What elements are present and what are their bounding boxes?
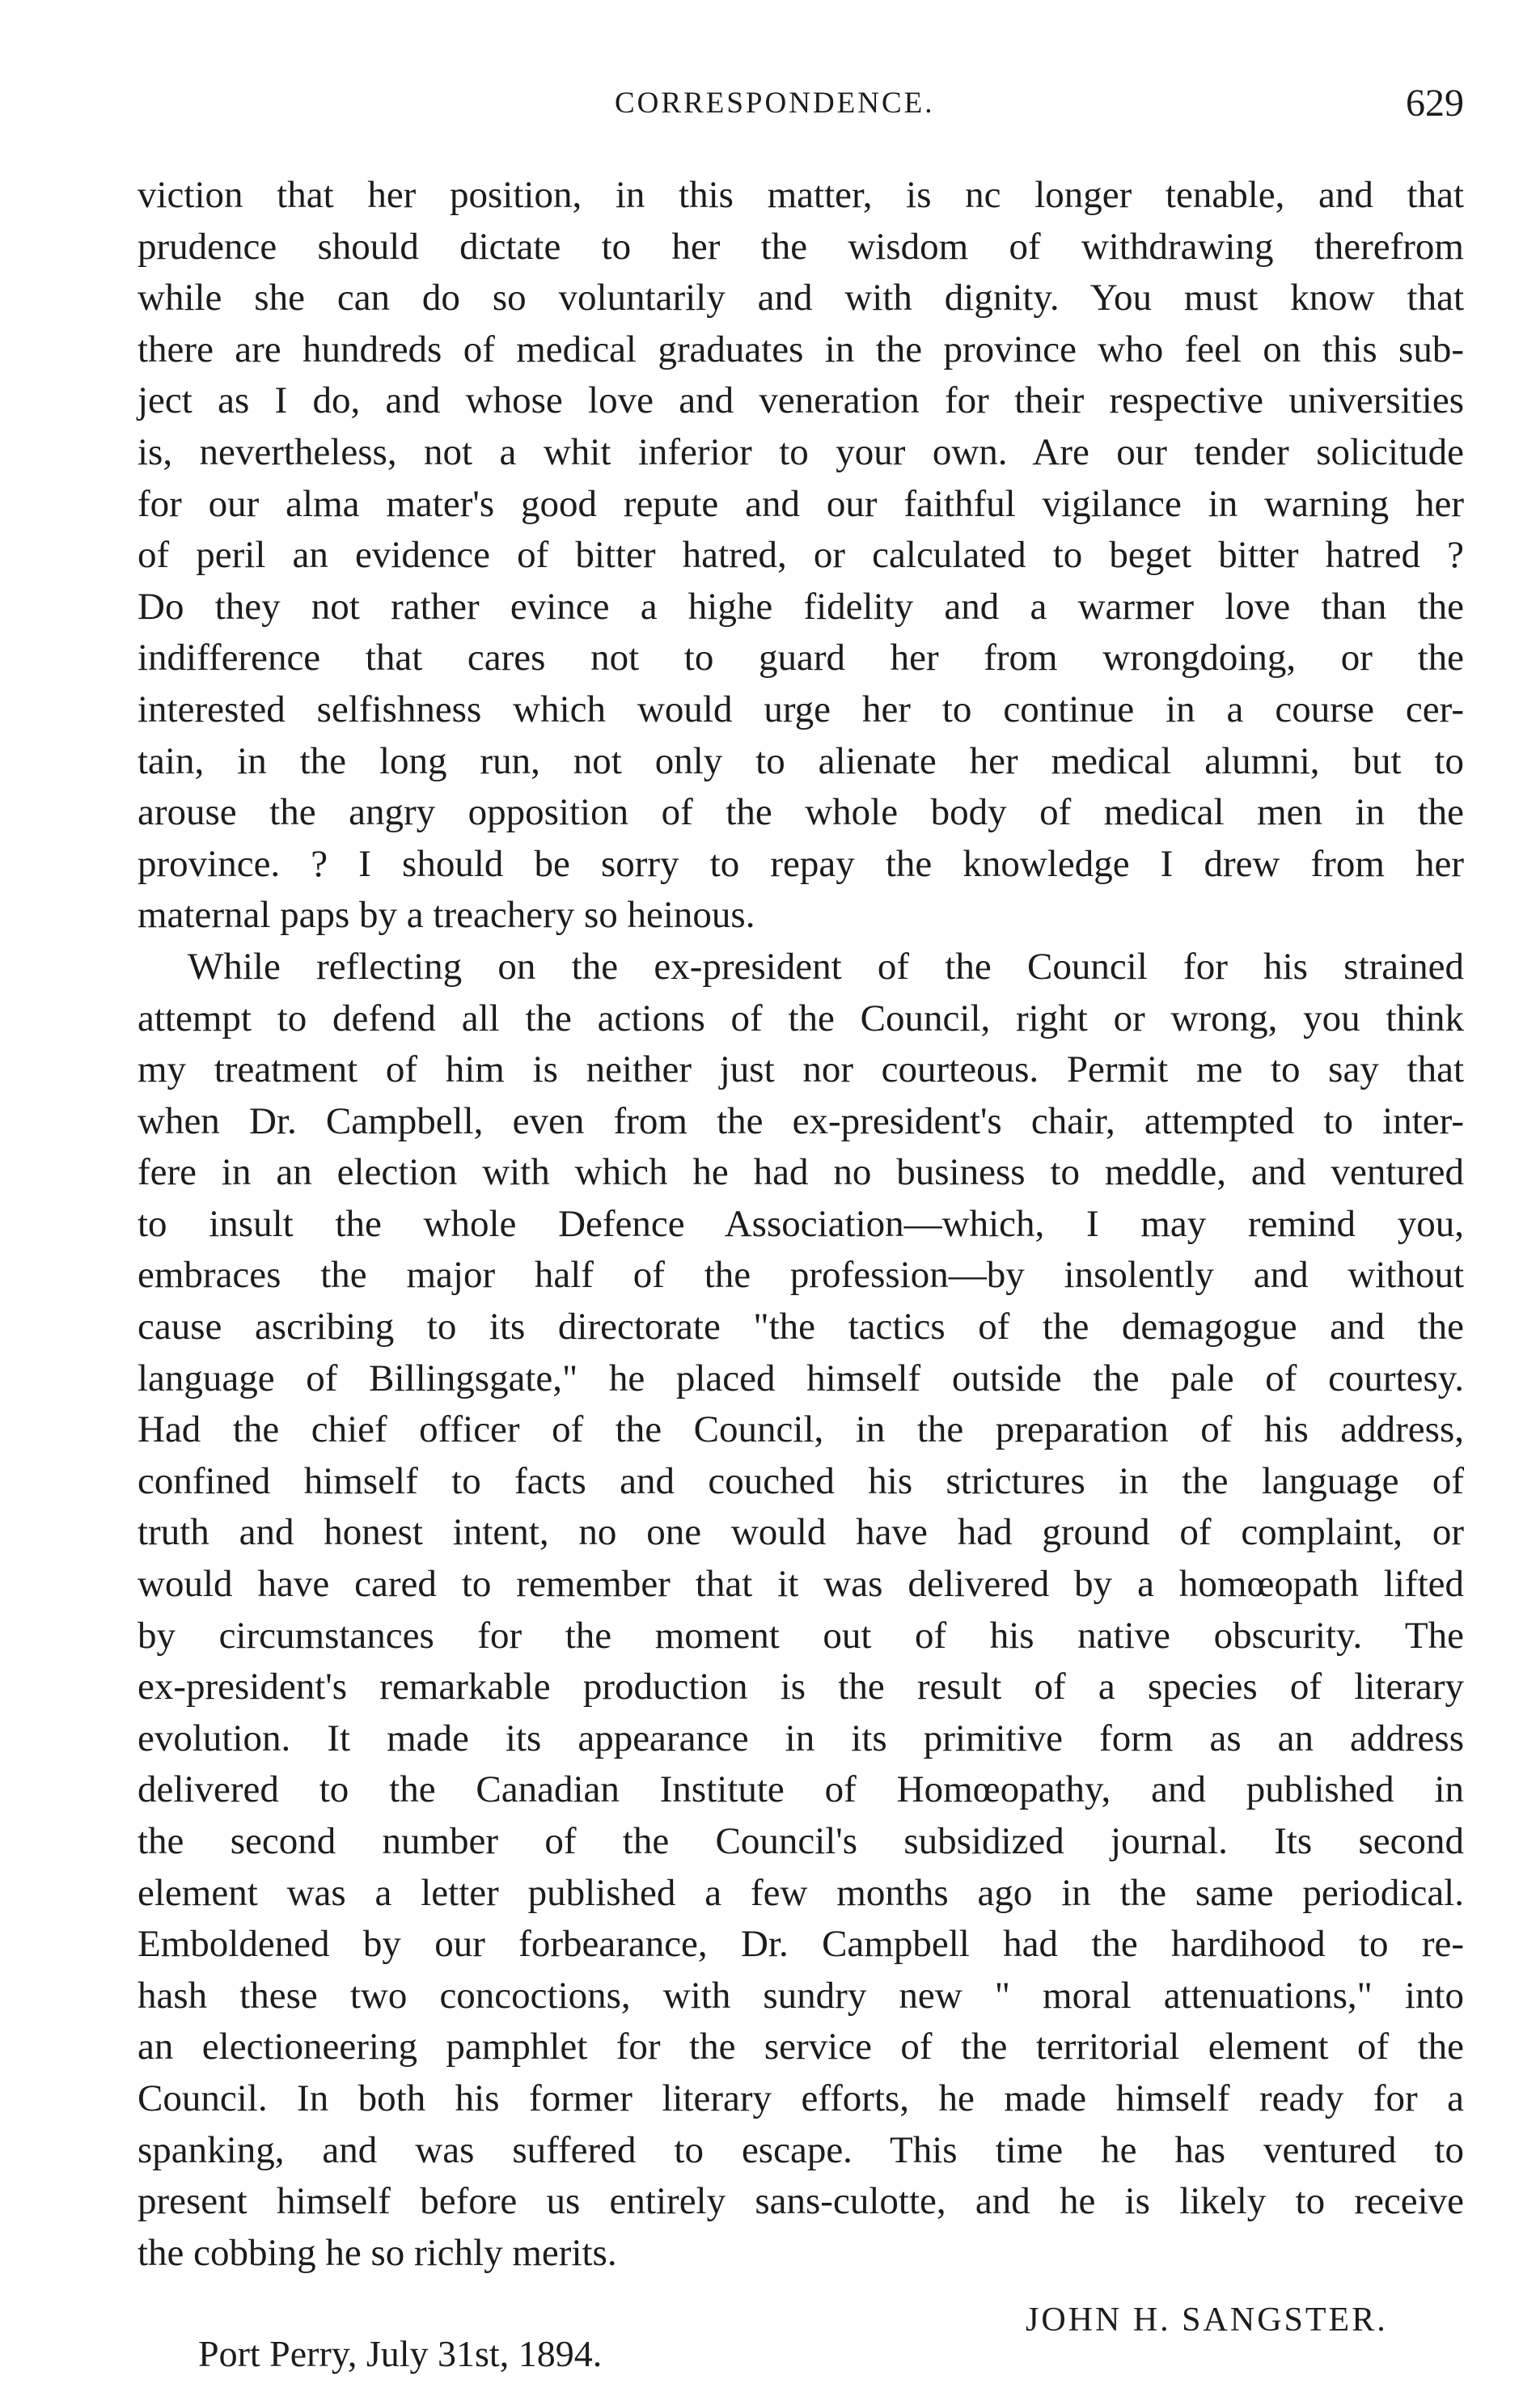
text-line: indifference that cares not to guard her from wrongdoing, or the [138,637,1464,680]
text-line: while she can do so voluntarily and with dignity. You must know that [138,277,1464,320]
text-line: prudence should dictate to her the wisdom of withdrawing therefrom [138,225,1464,268]
text-line: there are hundreds of medical graduates in the province who feel on this sub- [138,328,1464,370]
text-line: when Dr. Campbell, even from the ex-president's chair, attempted to inter- [138,1099,1464,1142]
text-line: confined himself to facts and couched his strictures in the language of [138,1459,1464,1502]
text-line: is, nevertheless, not a whit inferior to your own. Are our tender solicitude [138,430,1464,473]
running-head [138,79,1464,128]
text-line: spanking, and was suffered to escape. This time he has ventured to [138,2128,1464,2171]
signature: JOHN H. SANGSTER. [1026,2301,1388,2339]
text-line: Had the chief officer of the Council, in the preparation of his address, [138,1408,1464,1451]
text-line: delivered to the Canadian Institute of Homœopathy, and published in [138,1768,1464,1811]
text-line: evolution. It made its appearance in its primitive form as an address [138,1717,1464,1759]
text-line: Council. In both his former literary efforts, he made himself ready for a [138,2077,1464,2119]
text-line: an electioneering pamphlet for the service of the territorial element of the [138,2026,1464,2068]
text-line: tain, in the long run, not only to alienate her medical alumni, but to [138,739,1464,782]
letter-body [138,170,1464,2279]
text-line: ject as I do, and whose love and veneration for their respective universities [138,379,1464,422]
text-line: ex-president's remarkable production is the result of a species of literary [138,1666,1464,1708]
text-line: by circumstances for the moment out of his native obscurity. The [138,1614,1464,1657]
text-line: interested selfishness which would urge her to continue in a course cer- [138,688,1464,730]
page-number: 629 [1406,82,1464,125]
text-line: truth and honest intent, no one would have had ground of complaint, or [138,1511,1464,1554]
text-line: viction that her position, in this matter, is nc longer tenable, and that [138,174,1464,216]
text-line: element was a letter published a few months ago in the same periodical. [138,1871,1464,1914]
text-line: While reflecting on the ex-president of the Council for his strained [188,945,1464,988]
text-line: present himself before us entirely sans-culotte, and he is likely to receive [138,2180,1464,2223]
text-line: language of Billingsgate," he placed himself outside the pale of courtesy. [138,1357,1464,1399]
text-line: Emboldened by our forbearance, Dr. Campbell had the hardihood to re- [138,1923,1464,1966]
paragraph-2 [138,942,1464,2279]
text-line: for our alma mater's good repute and our faithful vigilance in warning her [138,482,1464,525]
running-head-title: CORRESPONDENCE. [615,87,935,120]
dateline: Port Perry, July 31st, 1894. [198,2333,603,2374]
text-line: province. ? I should be sorry to repay the knowledge I drew from her [138,842,1464,885]
text-line: fere in an election with which he had no business to meddle, and ventured [138,1151,1464,1194]
text-line: the second number of the Council's subsidized journal. Its second [138,1820,1464,1862]
text-line: the cobbing he so richly merits. [138,2231,617,2274]
text-line: my treatment of him is neither just nor courteous. Permit me to say that [138,1048,1464,1091]
text-line: would have cared to remember that it was delivered by a homœopath lifted [138,1563,1464,1606]
text-line: of peril an evidence of bitter hatred, or calculated to beget bitter hatred ? [138,534,1464,577]
text-line: cause ascribing to its directorate "the tactics of the demagogue and the [138,1306,1464,1349]
text-line: Do they not rather evince a highe fidelity and a warmer love than the [138,585,1464,628]
text-line: embraces the major half of the profession—by insolently and without [138,1254,1464,1297]
text-line: attempt to defend all the actions of the Council, right or wrong, you think [138,997,1464,1039]
text-line: to insult the whole Defence Association—which, I may remind you, [138,1202,1464,1245]
paragraph-1 [138,170,1464,942]
text-line: hash these two concoctions, with sundry new " moral attenuations," into [138,1974,1464,2017]
text-line: arouse the angry opposition of the whole body of medical men in the [138,791,1464,834]
text-line: maternal paps by a treachery so heinous. [138,894,755,937]
